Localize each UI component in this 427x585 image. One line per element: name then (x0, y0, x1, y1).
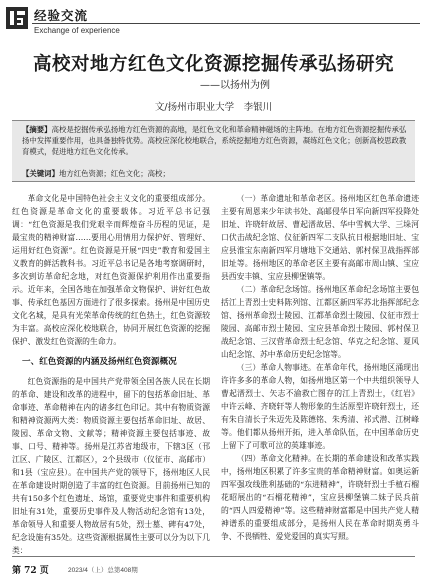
keywords-text: 地方红色资源；红色文化；高校； (58, 169, 170, 178)
article-author: 文/扬州市职业大学 李银川 (154, 102, 273, 113)
keywords (22, 168, 410, 179)
page-number: 第 72 页 (12, 566, 49, 576)
section-title-en: Exchange of experience (34, 26, 120, 35)
right-column (221, 192, 419, 543)
body-paragraph: 红色资源指的是中国共产党带领全国各族人民在长期的革命、建设和改革的进程中，留下的包括革命旧址、革命事迹、革命精神在内的诸多红色印记。其中有物质资源和精神资源两大类：物质资源主要包括革命旧址、故居、陵园、革命文物、文献等；精神资源主要包括事迹、故事、口号、精神等。扬州是江苏省地级市，下辖3区（邗江区、广陵区、江都区），2个县级市（仪征市、高邮市）和1县（宝应县）。在中国共产党的领导下，扬州地区人民在革命建设时期创造了丰富的红色资源。目前扬州已知的共有150多个红色遗址、场馆，重要党史事件和重要机构旧址有31处，重要历史事件及人物活动纪念馆有13处，革命领导人和重要人物故居有5处，烈士墓、碑有47处，纪念设施有35处。这些资源根据属性主要可以分为以下几类： (12, 377, 210, 555)
footer-divider (12, 556, 415, 557)
header-divider (32, 23, 420, 24)
journal-header (0, 0, 427, 40)
article-subtitle: ——以扬州为例 (200, 80, 270, 91)
section-title-zh: 经验交流 (34, 8, 89, 23)
body-paragraph: （四）革命文化精神。在长期的革命建设和改革实践中，扬州地区积累了许多宝贵的革命精神财富。如奥运新四军强攻线胜利基础的“东进精神”，许晓轩烈士手植石榴花昭展出的“石榴花精神”，宝应县柳堡镇二妹子民兵前的“四人四爱精神”等。这些精神财富都是中国共产党人精神谱系的重要组成部分，是扬州人民在革命时期英勇斗争、不畏牺牲、爱党爱国的真实写照。 (221, 454, 419, 541)
left-column (12, 192, 210, 557)
body-paragraph: （二）革命纪念场馆。扬州地区革命纪念场馆主要包括江上青烈士史料陈列馆、江都区新四军苏北指挥部纪念馆、扬州革命烈士陵园、江都革命烈士陵园、仪征市烈士陵园、高邮市烈士陵园、宝应县革命烈士陵园、郭村保卫战纪念馆、三汉营革命烈士纪念馆、华克之纪念馆、夏风山纪念馆、苏中革命历史纪念馆等。 (221, 285, 419, 359)
body-paragraph: （三）革命人物事迹。在革命年代，扬州地区涌现出许许多多的革命人物，如扬州地区第一个中共组织领导人曹起溍烈士、矢志不渝救亡图存的江上青烈士，《红岩》中许云峰、齐晓轩等人物形象的生活原型许晓轩烈士，还有朱自清长子朱迈先及陈德铭、朱秀清、祁式潜、江树峰等。他们都从扬州开拓，进入革命队伍，在中国革命历史上留下了可歌可泣的英雄事迹。 (221, 363, 419, 450)
article-title: 高校对地方红色文化资源挖掘传承弘扬研究 (32, 54, 394, 75)
journal-logo-icon (6, 7, 28, 29)
page-footer (0, 556, 427, 585)
abstract-text: 高校是挖掘传承弘扬地方红色资源的高地，是红色文化和革命精神磁场的主阵地。在地方红色资源挖掘传承弘扬中发挥重要作用，也具备独特优势。高校应深化校地联合，系统挖掘地方红色资源，凝练红色文化；创新高校思政教育模式，促进地方红色文化传承。 (22, 125, 407, 156)
intro-paragraph: 革命文化是中国特色社会主义文化的重要组成部分。红色资源是革命文化的重要载体。习近平总书记强调：“红色资源是我们党艰辛而辉煌奋斗历程的见证，是最宝贵的精神财富……要用心用情用力保护好、管理好、运用好红色资源”。红色资源是开展“四史”教育和爱国主义教育的鲜活教科书。习近平总书记是各地考察调研时，多次到访革命纪念地，对红色资源保护利用作出重要指示。近年来，全国各地在加强革命文物保护、讲好红色故事、传承红色基因方面进行了很多探索。扬州是中国历史文化名城，是具有光荣革命传统的红色热土，红色资源较为丰富。高校应深化校地联合，协同开展红色资源的挖掘保护、激发红色资源的生命力。 (12, 194, 210, 346)
issue-info: 2023/4（上）总第408期 (68, 567, 138, 574)
keywords-label: 【关键词】 (22, 169, 59, 178)
abstract (22, 124, 410, 168)
abstract-box (12, 120, 415, 182)
abstract-label: 【摘要】 (22, 125, 52, 134)
section-heading: 一、红色资源的内涵及扬州红色资源概况 (22, 357, 177, 367)
body-paragraph: （一）革命遗址和革命老区。扬州地区红色革命遗迹主要有周恩来少年读书处、高邮侵华日军向新四军投降处旧址、许晓轩故居、曹起溍故居、华中雪枫大学、三垛河口伏击战纪念馆、仪征新四军二支队抗日根据地旧址、宝应县淮宝东南新四军月塘地下交通站、郭村保卫战指挥部旧址等。扬州地区的革命老区主要有高邮市周山镇、宝应县西安丰镇、宝应县柳堡镇等。 (221, 194, 419, 281)
